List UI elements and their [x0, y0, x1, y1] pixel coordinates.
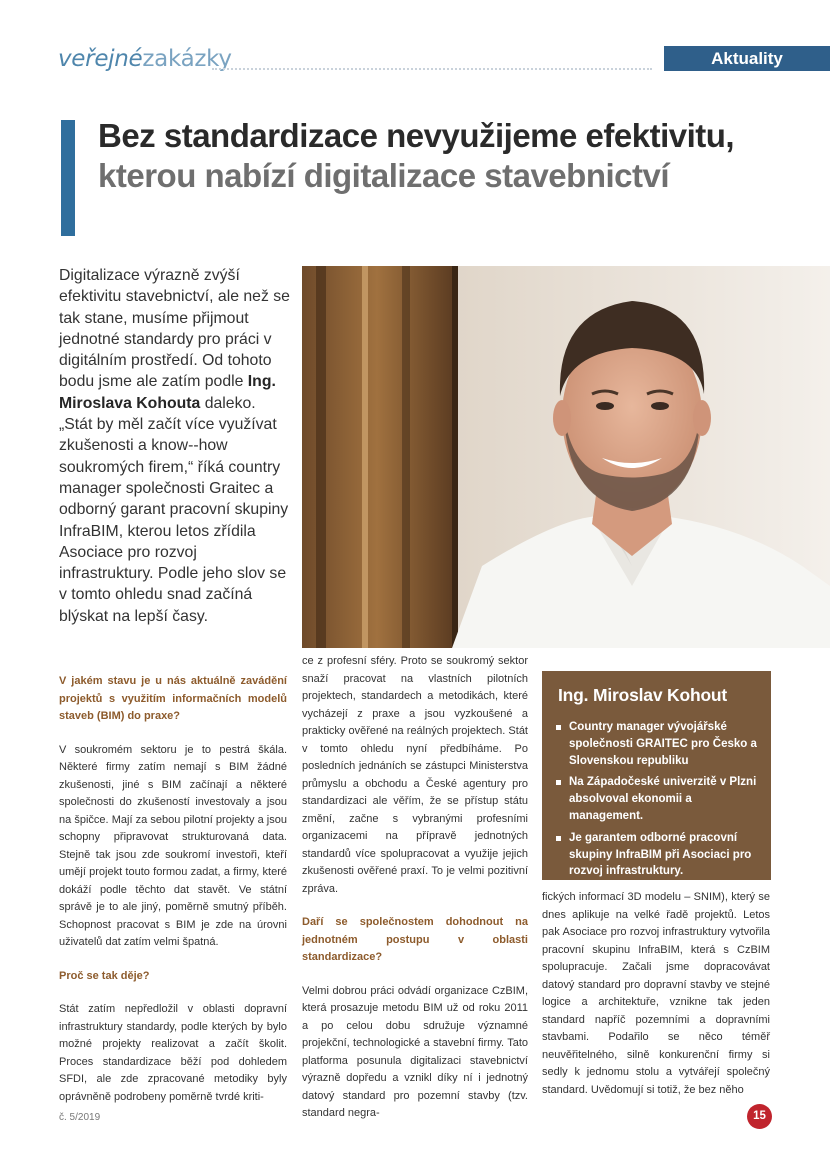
title-dark-part: Bez standardizace nevyužijeme efektivitu,	[98, 117, 735, 154]
bio-name: Ing. Miroslav Kohout	[558, 685, 728, 705]
lead-text-1: Digitalizace výrazně zvýší efektivitu stavebnictví, ale než se tak stane, musíme přijmout jednotné standardy pro práci v digitálním prostředí. Od tohoto bodu jsme ale zatím podle	[59, 267, 290, 391]
interview-question-3: Daří se společnostem dohodnout na jednotném postupu v oblasti standardizace?	[302, 916, 528, 963]
answer-2-paragraph: Stát zatím nepředložil v oblasti dopravní infrastruktury standardy, podle kterých by bylo možné projekty realizovat a začít školit. Proces standardizace běží pod dohledem SFDI, ale zde zpracované metodiky byly oprávněně podrobeny poměrně tvrdé kriti-	[59, 1003, 287, 1103]
bio-item: Je garantem odborné pracovní skupiny InfraBIM při Asociaci pro rozvoj infrastruktury.	[555, 830, 760, 880]
page-number-badge: 15	[747, 1104, 772, 1129]
issue-number: č. 5/2019	[59, 1112, 101, 1123]
article-lead	[59, 265, 291, 627]
answer-2-continuation: ce z profesní sféry. Proto se soukromý sektor snaží pracovat na vlastních pilotních projektech, standardech a metodikách, které vycházejí z praxe a jsou vyzkoušené a prakticky ověřené na reálných projektech. Stát v tomto ohledu nyní předbíháme. Po posledních jednáních se zástupci Ministerstva průmyslu a obchodu a České agentury pro standardizaci ale věřím, že se přístup státu změní, začne s vybranými profesními organizacemi na přípravě jednotných standardů více spolupracovat a využije jejich zkušenosti ověřené praxí. To je velmi pozitivní zpráva.	[302, 655, 528, 895]
interview-question-1: V jakém stavu je u nás aktuálně zavádění projektů s využitím informačních modelů staveb (BIM) do praxe?	[59, 675, 287, 722]
lead-name: Ing. Miroslava Kohouta	[59, 373, 276, 412]
header-dotted-rule	[212, 68, 652, 70]
brand-part-2: zakázky	[142, 46, 232, 72]
body-column-1	[59, 673, 287, 1122]
answer-3-paragraph: Velmi dobrou práci odvádí organizace CzBIM, která prosazuje metodu BIM už od roku 2011 a po celou dobu sdružuje významné projekční, technologické a stavební firmy. Tato platforma posunula digitalizaci stavebnictví výrazně dopředu a vznikl díky ní i jednotný datový standard pro pozemní stavby (tzv. standard negra-	[302, 984, 528, 1119]
title-grey-part: kterou nabízí digitalizace stavebnictví	[98, 157, 670, 194]
answer-1-paragraph: V soukromém sektoru je to pestrá škála. Některé firmy zatím nemají s BIM žádné zkušenosti, jiné s BIM začínají a některé společnosti do zkušeností investovaly a jsou na špičce. Mají za sebou pilotní projekty a jsou schopny připravovat strukturovaná data. Stejně tak jsou zde soukromí investoři, kteří umějí projekt touto formou zadat, a firmy, které dokáží podle těchto dat stavět. Ve státní správě je to ale jiný, poměrně smutný příběh. Schopnost pracovat s BIM je zde na úrovni uživatelů dat zatím velmi špatná.	[59, 743, 287, 948]
answer-3-continuation: fických informací 3D modelu – SNIM), který se dnes aplikuje na velké řadě projektů. Letos pak Asociace pro rozvoj infrastruktury vytvořila pracovní skupinu InfraBIM, která s CzBIM spolupracuje. Začali jsme dopracovávat datový standard pro dopravní stavby ve stejné logice a architektuře, vznikne tak jeden standard napříč pozemními a dopravními stavbami. Podařilo se něco téměř neuvěřitelného, silně konkurenční firmy si sedly k jednomu stolu a vytvářejí společný standard. Uvědomují si totiž, že bez něho	[542, 891, 770, 1096]
article-title	[98, 116, 788, 196]
interview-question-2: Proč se tak děje?	[59, 969, 150, 982]
body-column-3	[542, 889, 770, 1115]
lead-text-2: daleko. „Stát by měl začít více využívat zkušenosti a know--how soukromých firem,“ říká country manager společnosti Graitec a odborný garant pracovní skupiny InfraBIM, kterou letos zřídila Asociace pro rozvoj infrastruktury. Podle jeho slov se v tomto ohledu snad začíná blýskat na lepší časy.	[59, 394, 289, 625]
brand-part-1: veřejné	[58, 46, 143, 72]
magazine-brand	[58, 46, 232, 72]
bio-item: Country manager vývojářské společnosti GRAITEC pro Česko a Slovenskou republiku	[555, 719, 760, 769]
body-column-2	[302, 653, 528, 1139]
title-accent-bar	[61, 120, 75, 236]
bio-item: Na Západočeské univerzitě v Plzni absolvoval ekonomii a management.	[555, 774, 760, 824]
bio-box	[542, 671, 771, 880]
bio-list	[555, 719, 760, 885]
section-label: Aktuality	[664, 46, 830, 71]
portrait-photo	[302, 266, 830, 648]
